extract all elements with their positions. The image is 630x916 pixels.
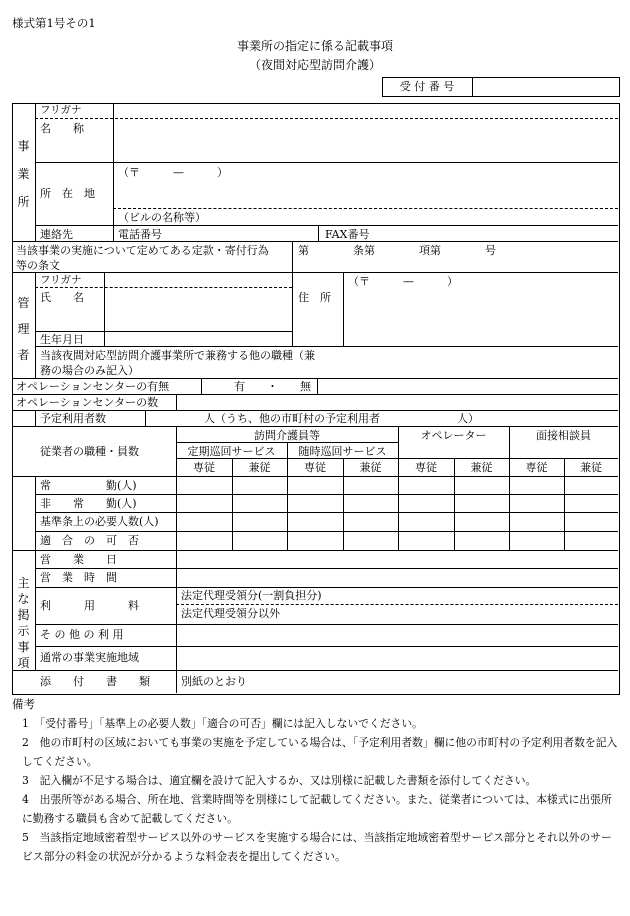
business-hours-label: 営 業 時 間 — [40, 571, 117, 584]
manager-section-label: 管理者 — [17, 296, 30, 362]
receipt-number-label: 受 付 番 号 — [399, 80, 455, 93]
note-1: 1 「受付番号」「基準上の必要人数」「適合の可否」欄には記入しないでください。 — [22, 717, 423, 730]
fees-label: 利 用 料 — [40, 599, 139, 612]
notes-heading: 備考 — [12, 697, 35, 711]
staff-sub-oncall: 随時巡回サービス — [298, 445, 387, 458]
articles-value: 第 条第 項第 号 — [298, 244, 496, 257]
other-fees-label: そ の 他 の 利 用 — [40, 628, 124, 641]
note-5: 5 当該指定地域密着型サービス以外のサービスを実施する場合には、当該指定地域密着型サービス部分とそれ以外のサービス部分の料金の状況が分かるような料金表を提出してください。 — [22, 831, 612, 863]
office-phone-label: 電話番号 — [118, 228, 162, 241]
office-fax-label: FAX番号 — [325, 228, 370, 241]
note-3: 3 記入欄が不足する場合は、適宜欄を設けて記入するか、又は別様に記載した書類を添付してください。 — [22, 774, 537, 787]
office-postal-code: （〒 — ） — [118, 166, 228, 179]
staff-sub-scheduled: 定期巡回サービス — [187, 445, 276, 458]
col-full-3: 専従 — [415, 461, 437, 474]
office-furigana-label: フリガナ — [40, 104, 82, 116]
operation-center-value[interactable]: 有 ・ 無 — [234, 380, 311, 393]
manager-name-label: 氏 名 — [40, 291, 84, 304]
planned-users-label: 予定利用者数 — [40, 412, 106, 425]
attachment-label: 添 付 書 類 — [40, 675, 150, 688]
service-area-label: 通常の事業実施地域 — [40, 651, 139, 664]
office-building-label: （ビルの名称等） — [118, 211, 206, 224]
operation-center-count-label: オペレーションセンターの数 — [16, 396, 159, 409]
office-name-label: 名 称 — [40, 122, 84, 135]
office-contact-label: 連絡先 — [40, 228, 73, 241]
office-section-label: 事業所 — [17, 139, 30, 209]
planned-users-value: 人（うち、他の市町村の予定利用者 人） — [204, 412, 479, 425]
col-full-4: 専従 — [525, 461, 548, 474]
staff-header-label: 従業者の職種・員数 — [40, 445, 139, 458]
note-2: 2 他の市町村の区域においても事業の実施を予定している場合は、「予定利用者数」欄に他の市町村の予定利用者数を記入してください。 — [22, 736, 618, 768]
staff-group-helpers: 訪問介護員等 — [254, 429, 320, 442]
col-part-4: 兼従 — [580, 461, 602, 474]
staff-row-parttime: 非 常 勤(人) — [40, 497, 137, 510]
office-location-label: 所 在 地 — [40, 187, 95, 200]
manager-furigana-label: フリガナ — [40, 274, 82, 286]
manager-address-label: 住 所 — [298, 291, 331, 304]
manager-postal-code: （〒 — ） — [348, 275, 458, 288]
manager-birthdate-label: 生年月日 — [40, 333, 84, 346]
fee-statutory-label: 法定代理受領分(一割負担分) — [181, 589, 322, 602]
col-full-2: 専従 — [304, 461, 326, 474]
fee-other-label: 法定代理受領分以外 — [181, 607, 280, 620]
staff-group-operator: オペレーター — [420, 429, 487, 442]
col-part-3: 兼従 — [470, 461, 493, 474]
articles-label-2: 等の条文 — [16, 259, 60, 272]
manager-concurrent-label-2: 務の場合のみ記入） — [40, 364, 139, 377]
col-full-1: 専従 — [193, 461, 215, 474]
form-title: 事業所の指定に係る記載事項 — [236, 39, 393, 53]
staff-row-fulltime: 常 勤(人) — [40, 479, 137, 492]
main-items-section-label: 主な掲示事項 — [17, 576, 30, 670]
staff-row-required: 基準条上の必要人数(人) — [40, 515, 159, 528]
note-4: 4 出張所等がある場合、所在地、営業時間等を別様にして記載してください。また、従業者については、本様式に出張所に勤務する職員も含めて記載してください。 — [22, 793, 612, 825]
staff-row-compliance: 適 合 の 可 否 — [40, 534, 139, 547]
manager-concurrent-label: 当該夜間対応型訪問介護事業所で兼務する他の職種（兼 — [40, 349, 315, 362]
form-subtitle: （夜間対応型訪問介護） — [248, 58, 381, 72]
operation-center-label: オペレーションセンターの有無 — [16, 380, 170, 393]
business-days-label: 営 業 日 — [40, 553, 117, 566]
attachment-value: 別紙のとおり — [181, 675, 247, 688]
articles-label: 当該事業の実施について定めてある定款・寄付行為 — [16, 244, 269, 257]
staff-group-interviewer: 面接相談員 — [536, 429, 591, 442]
col-part-2: 兼従 — [359, 461, 382, 474]
form-number: 様式第1号その1 — [12, 16, 96, 30]
col-part-1: 兼従 — [248, 461, 271, 474]
